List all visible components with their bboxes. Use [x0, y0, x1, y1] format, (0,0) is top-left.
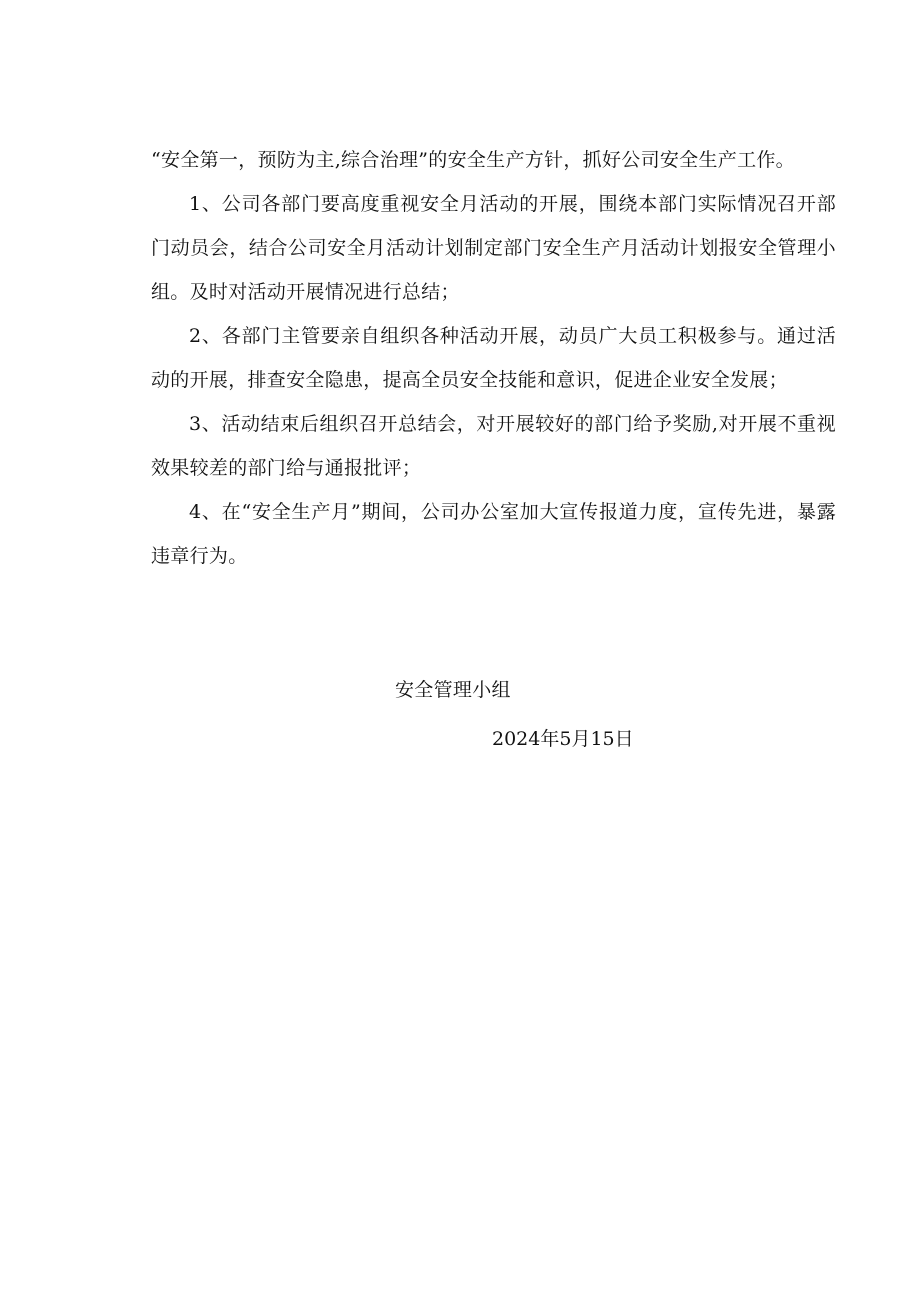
- signature-date: 2024年5月15日: [492, 728, 634, 750]
- paragraph-item-4: 4、在“安全生产月”期间，公司办公室加大宣传报道力度，宣传先进，暴露违章行为。: [151, 501, 836, 567]
- signer-name: 安全管理小组: [395, 679, 511, 701]
- paragraph-item-2: 2、各部门主管要亲自组织各种活动开展，动员广大员工积极参与。通过活动的开展，排查安全隐患，提高全员安全技能和意识，促进企业安全发展；: [151, 325, 836, 391]
- paragraph-item-3: 3、活动结束后组织召开总结会，对开展较好的部门给予奖励,对开展不重视效果较差的部门给与通报批评；: [151, 413, 836, 479]
- paragraph-policy: “安全第一，预防为主,综合治理”的安全生产方针，抓好公司安全生产工作。: [151, 149, 795, 171]
- paragraph-item-1: 1、公司各部门要高度重视安全月活动的开展，围绕本部门实际情况召开部门动员会，结合公司安全月活动计划制定部门安全生产月活动计划报安全管理小组。及时对活动开展情况进行总结；: [151, 193, 836, 303]
- document-body: [151, 138, 836, 578]
